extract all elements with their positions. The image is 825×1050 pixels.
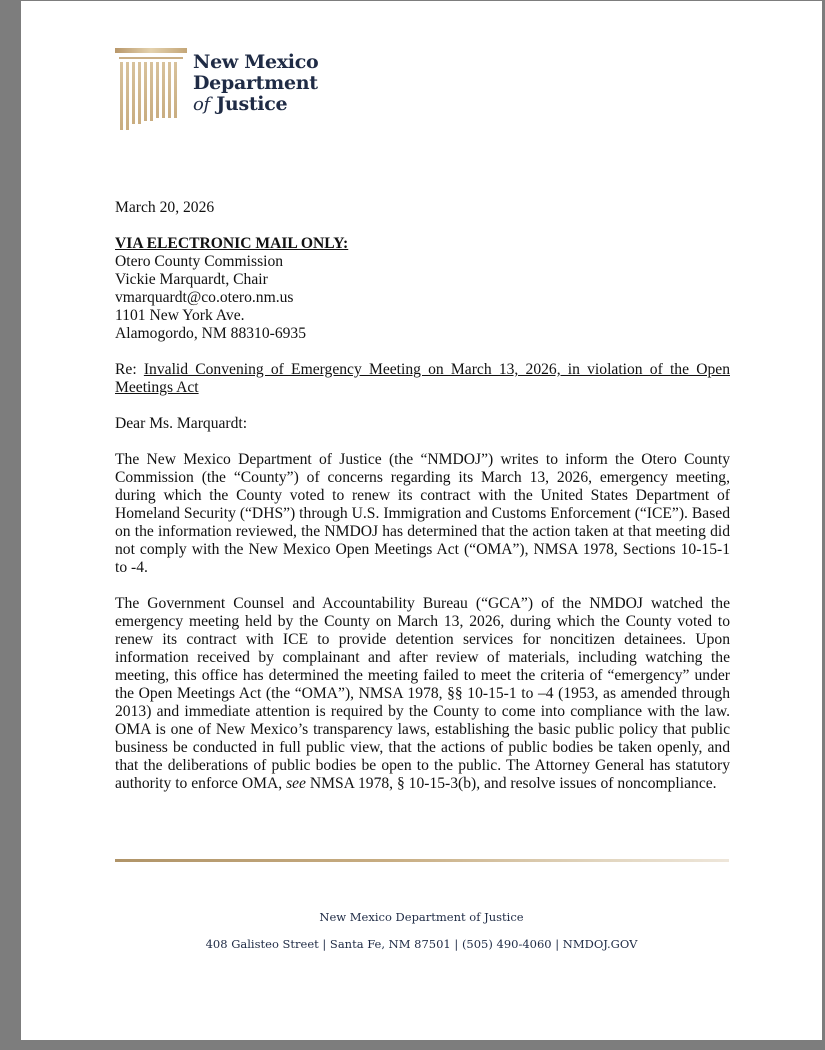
logo-wordmark [193,52,318,115]
salutation: Dear Ms. Marquardt: [115,415,248,432]
footer-divider [115,859,729,862]
logo-justice: Justice [216,93,288,115]
logo-line-2: Department [193,72,318,94]
letter-date: March 20, 2026 [115,199,215,216]
recipient-street: 1101 New York Ave. [115,307,245,324]
logo-line-1: New Mexico [193,51,319,73]
nmdoj-logo [115,47,335,131]
re-subject: Invalid Convening of Emergency Meeting on March 13, 2026, in violation of the Open Meetings Act [115,361,730,396]
logo-line-3 [193,94,318,115]
column-pillars-icon [115,47,189,131]
subject-line [115,361,730,397]
paragraph-2-tail: NMSA 1978, § 10-15-3(b), and resolve issues of noncompliance. [305,775,717,792]
letter-body [115,199,730,811]
recipient-organization: Otero County Commission [115,253,284,270]
paragraph-2-text: The Government Counsel and Accountability Bureau (“GCA”) of the NMDOJ watched the emergency meeting held by the County on March 13, 2026, during which the County voted to renew its contract with ICE to provide detention services for noncitizen detainees. Upon information received by complainant and after review of materials, including watching the meeting, this office has determined the meeting failed to meet the criteria of “emergency” under the Open Meetings Act (the “OMA”), NMSA 1978, §§ 10-15-1 to –4 (1953, as amended through 2013) and immediate attention is required by the County to come into compliance with the law. OMA is one of New Mexico’s transparency laws, establishing the basic public policy that public business be conducted in full public view, that the actions of public bodies be taken openly, and that the deliberations of public bodies be open to the public. The Attorney General has statutory authority to enforce OMA, [115,595,730,792]
recipient-email: vmarquardt@co.otero.nm.us [115,289,294,306]
footer-organization: New Mexico Department of Justice [319,910,524,924]
logo-of: of [193,94,210,115]
letter-page [21,1,822,1040]
recipient-city: Alamogordo, NM 88310-6935 [115,325,307,342]
paragraph-2-see: see [286,775,306,792]
footer-address: 408 Galisteo Street | Santa Fe, NM 87501 | (505) 490-4060 | NMDOJ.GOV [205,937,638,951]
recipient-block [115,235,730,343]
delivery-method: VIA ELECTRONIC MAIL ONLY: [115,235,349,252]
paragraph-1: The New Mexico Department of Justice (the “NMDOJ”) writes to inform the Otero County Commission (the “County”) of concerns regarding its March 13, 2026, emergency meeting, during which the County voted to renew its contract with the United States Department of Homeland Security (“DHS”) through U.S. Immigration and Customs Enforcement (“ICE”). Based on the information reviewed, the NMDOJ has determined that the action taken at that meeting did not comply with the New Mexico Open Meetings Act (“OMA”), NMSA 1978, Sections 10-15-1 to -4. [115,451,730,576]
re-label: Re: [115,361,144,378]
recipient-name: Vickie Marquardt, Chair [115,271,268,288]
paragraph-2 [115,595,730,793]
